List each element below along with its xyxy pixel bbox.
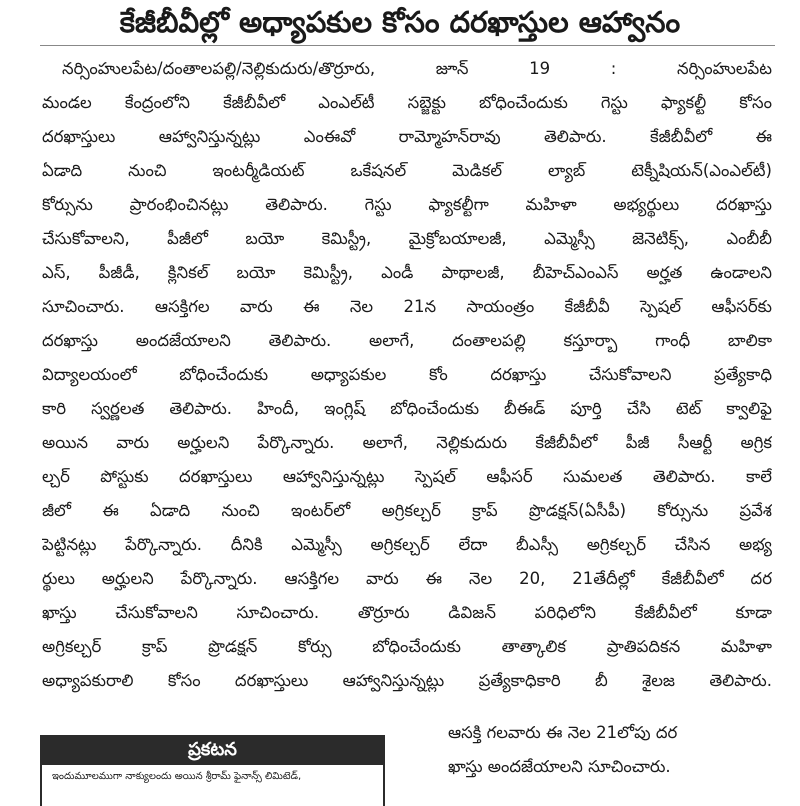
notice-heading: ప్రకటన xyxy=(40,735,385,765)
article-line: కోర్సును ప్రారంభించినట్లు తెలిపారు. గెస్టు ఫ్యాకల్టీగా మహిళా అభ్యర్థులు దరఖాస్తు xyxy=(42,195,772,214)
article-line: ఎస్, పీజీడీ, క్లినికల్ బయో కెమిస్ట్రీ, ఎండీ పాథాలజీ, బీహెచ్ఎంఎస్ అర్హత ఉండాలని xyxy=(42,263,772,282)
article-line: నర్సింహులపేట/దంతాలపల్లి/నెల్లికుదురు/తొర్రూరు, జూన్ 19 : నర్సింహులపేట xyxy=(62,59,772,78)
article-line: ల్చర్ పోస్టుకు దరఖాస్తులు ఆహ్వానిస్తున్నట్లు స్పెషల్ ఆఫీసర్ సుమలత తెలిపారు. కాలే xyxy=(42,467,772,486)
article-line: మండల కేంద్రంలోని కేజీబీవీలో ఎంఎల్‌టీ సబ్జెక్టు బోధించేందుకు గెస్టు ఫ్యాకల్టీ కోసం xyxy=(42,93,772,112)
headline-divider xyxy=(40,45,775,46)
article-line: చేసుకోవాలని, పీజీలో బయో కెమిస్ట్రీ, మైక్రోబయాలజీ, ఎమ్మెస్సీ జెనెటిక్స్, ఎంబీబీ xyxy=(42,229,772,248)
article-tail-line: ఆసక్తి గలవారు ఈ నెల 21లోపు దర xyxy=(448,723,678,742)
article-line: సూచించారు. ఆసక్తిగల వారు ఈ నెల 21న సాయంత్రం కేజీబీవీ స్పెషల్ ఆఫీసర్‌కు xyxy=(42,297,772,316)
article-headline: కేజీబీవీల్లో అధ్యాపకుల కోసం దరఖాస్తుల ఆహ్వానం xyxy=(119,5,681,39)
article-line: అగ్రికల్చర్ క్రాప్ ప్రొడక్షన్ కోర్సు బోధించేందుకు తాత్కాలిక ప్రాతిపదికన మహిళా xyxy=(42,637,772,656)
notice-box xyxy=(40,735,385,806)
article-line: దరఖాస్తులు ఆహ్వానిస్తున్నట్లు ఎంఈవో రామ్మోహన్‌రావు తెలిపారు. కేజీబీవీలో ఈ xyxy=(42,127,772,146)
article-line: జీలో ఈ ఏడాది నుంచి ఇంటర్‌లో అగ్రికల్చర్ క్రాప్ ప్రొడక్షన్(ఏసీపీ) కోర్సును ప్రవేశ xyxy=(42,501,772,520)
article-tail-line: ఖాస్తు అందజేయాలని సూచించారు. xyxy=(448,757,671,776)
article-line: ఖాస్తు చేసుకోవాలని సూచించారు. తొర్రూరు డివిజన్ పరిధిలోని కేజీబీవీలో కూడా xyxy=(42,603,772,622)
article-line: ర్థులు అర్హులని పేర్కొన్నారు. ఆసక్తిగల వారు ఈ నెల 20, 21తేదీల్లో కేజీబీవీలో దర xyxy=(42,569,772,588)
article-line: పెట్టినట్లు పేర్కొన్నారు. దీనికి ఎమ్మెస్సీ అగ్రికల్చర్ లేదా బీఎస్సీ అగ్రికల్చర్ చేసిన అభ్య xyxy=(42,535,772,554)
article-line: దరఖాస్తు అందజేయాలని తెలిపారు. అలాగే, దంతాలపల్లి కస్తూర్బా గాంధీ బాలికా xyxy=(42,331,772,350)
article-line: ఏడాది నుంచి ఇంటర్మీడియట్ ఒకేషనల్ మెడికల్ ల్యాబ్ టెక్నీషియన్(ఎంఎల్‌టీ) xyxy=(42,161,772,180)
notice-text: ఇందుమూలముగా నాక్యులందు అయిన శ్రీరామ్ ఫైనాన్స్ లిమిటెడ్, xyxy=(52,771,302,782)
article-body xyxy=(42,52,772,698)
article-line: విద్యాలయంలో బోధించేందుకు అధ్యాపకుల కోం దరఖాస్తు చేసుకోవాలని ప్రత్యేకాధి xyxy=(42,365,772,384)
article-line: అయిన వారు అర్హులని పేర్కొన్నారు. అలాగే, నెల్లికుదురు కేజీబీవీలో పీజీ సీఆర్టీ అగ్రిక xyxy=(42,433,772,452)
article-line: అధ్యాపకురాలి కోసం దరఖాస్తులు ఆహ్వానిస్తున్నట్లు ప్రత్యేకాధికారి బీ శైలజ తెలిపారు. xyxy=(42,671,772,690)
article-tail xyxy=(448,716,778,784)
article-line: కారి స్వర్ణలత తెలిపారు. హిందీ, ఇంగ్లిష్ బోధించేందుకు బీఈడ్ పూర్తి చేసి టెట్ క్వాలిఫై xyxy=(42,399,772,418)
